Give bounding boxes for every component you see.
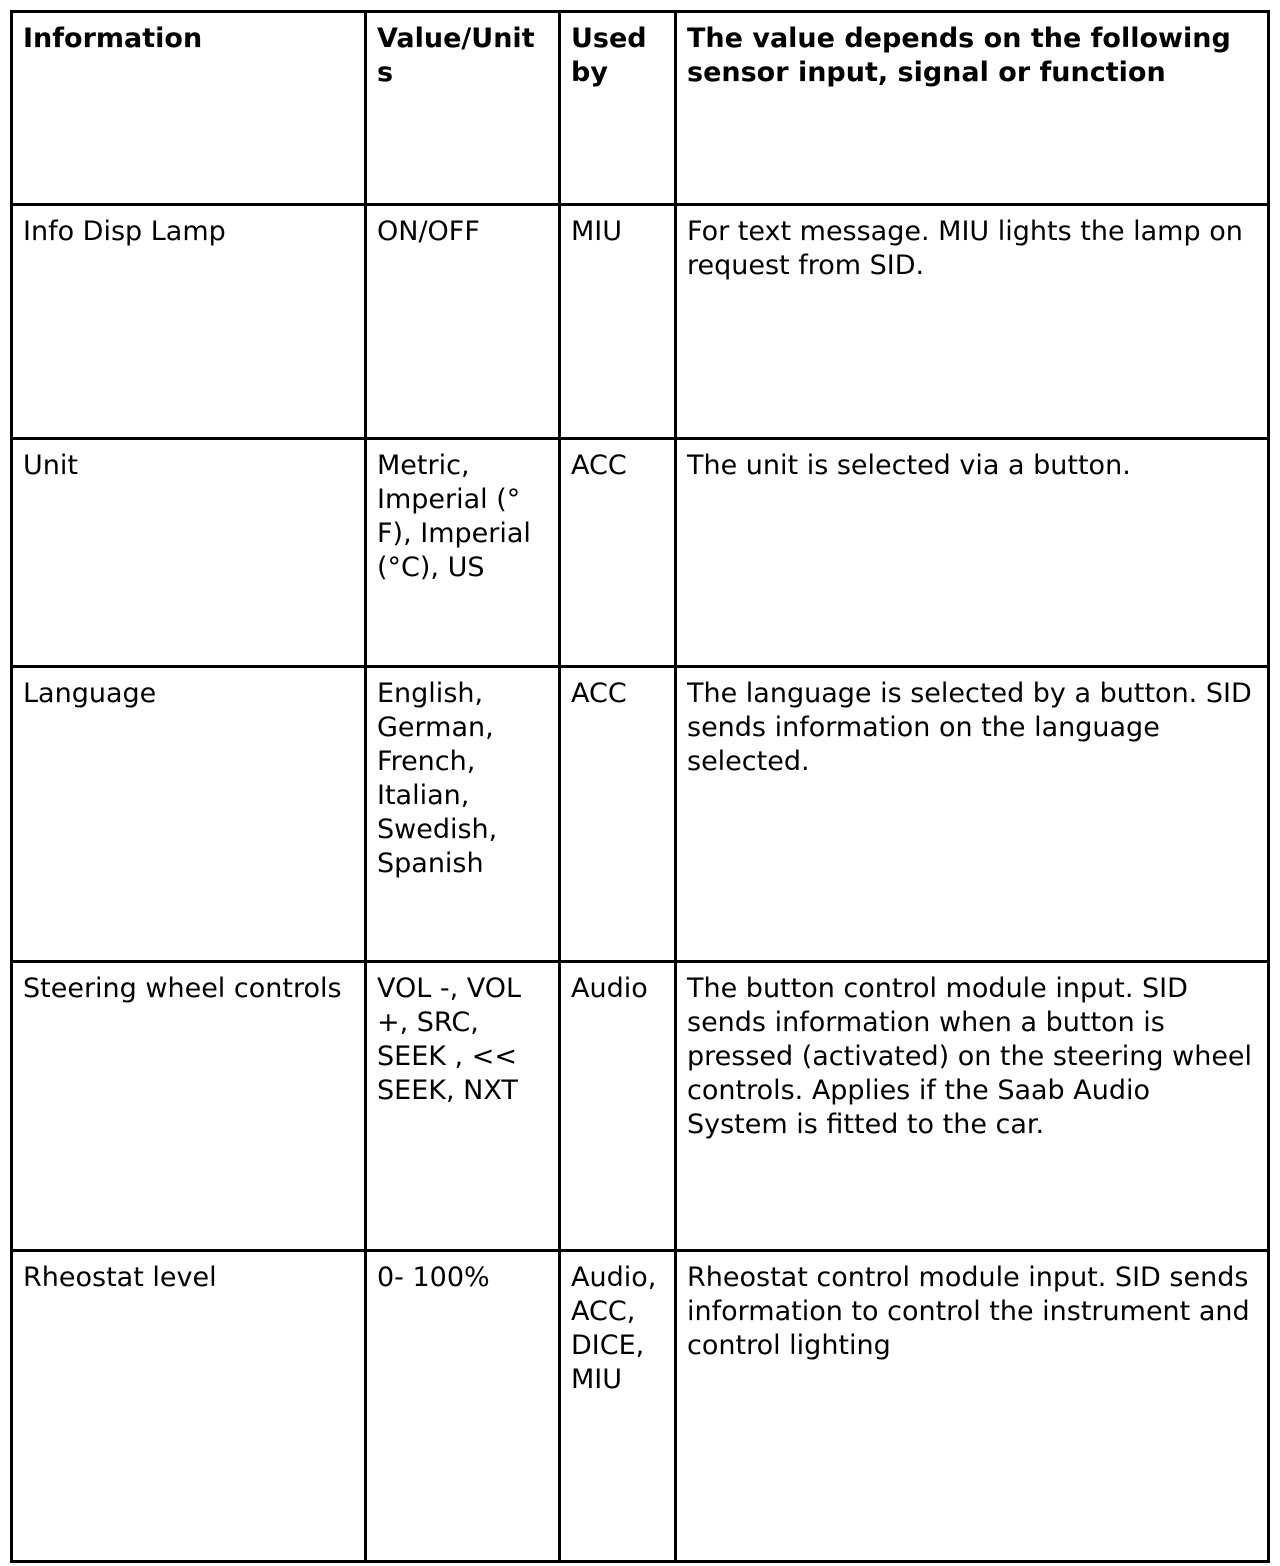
cell-depends-on: Rheostat control module input. SID sends information to control the instrument and control lighting — [676, 1251, 1269, 1562]
sid-information-table — [10, 10, 1270, 1563]
cell-used-by: MIU — [560, 205, 676, 439]
cell-depends-on: The language is selected by a button. SID sends information on the language selected. — [676, 667, 1269, 962]
cell-value-units: English, German, French, Italian, Swedish, Spanish — [366, 667, 560, 962]
cell-value-units: 0- 100% — [366, 1251, 560, 1562]
table-row — [12, 962, 1269, 1251]
table-row — [12, 667, 1269, 962]
table-row — [12, 1251, 1269, 1562]
cell-information: Rheostat level — [12, 1251, 366, 1562]
header-depends-on: The value depends on the following sensor input, signal or function — [676, 12, 1269, 205]
cell-used-by: Audio — [560, 962, 676, 1251]
header-information: Information — [12, 12, 366, 205]
cell-used-by: ACC — [560, 667, 676, 962]
table-row — [12, 439, 1269, 667]
header-used-by: Used by — [560, 12, 676, 205]
cell-information: Steering wheel controls — [12, 962, 366, 1251]
cell-used-by: Audio, ACC, DICE, MIU — [560, 1251, 676, 1562]
cell-depends-on: The button control module input. SID sends information when a button is pressed (activated) on the steering wheel controls. Applies if the Saab Audio System is fitted to the car. — [676, 962, 1269, 1251]
cell-information: Unit — [12, 439, 366, 667]
cell-value-units: ON/OFF — [366, 205, 560, 439]
cell-value-units: VOL -, VOL +, SRC, SEEK , << SEEK, NXT — [366, 962, 560, 1251]
cell-depends-on: For text message. MIU lights the lamp on request from SID. — [676, 205, 1269, 439]
cell-depends-on: The unit is selected via a button. — [676, 439, 1269, 667]
header-value-units: Value/Units — [366, 12, 560, 205]
cell-information: Language — [12, 667, 366, 962]
cell-used-by: ACC — [560, 439, 676, 667]
cell-information: Info Disp Lamp — [12, 205, 366, 439]
table-row — [12, 205, 1269, 439]
table-header-row — [12, 12, 1269, 205]
cell-value-units: Metric, Imperial (° F), Imperial (°C), US — [366, 439, 560, 667]
